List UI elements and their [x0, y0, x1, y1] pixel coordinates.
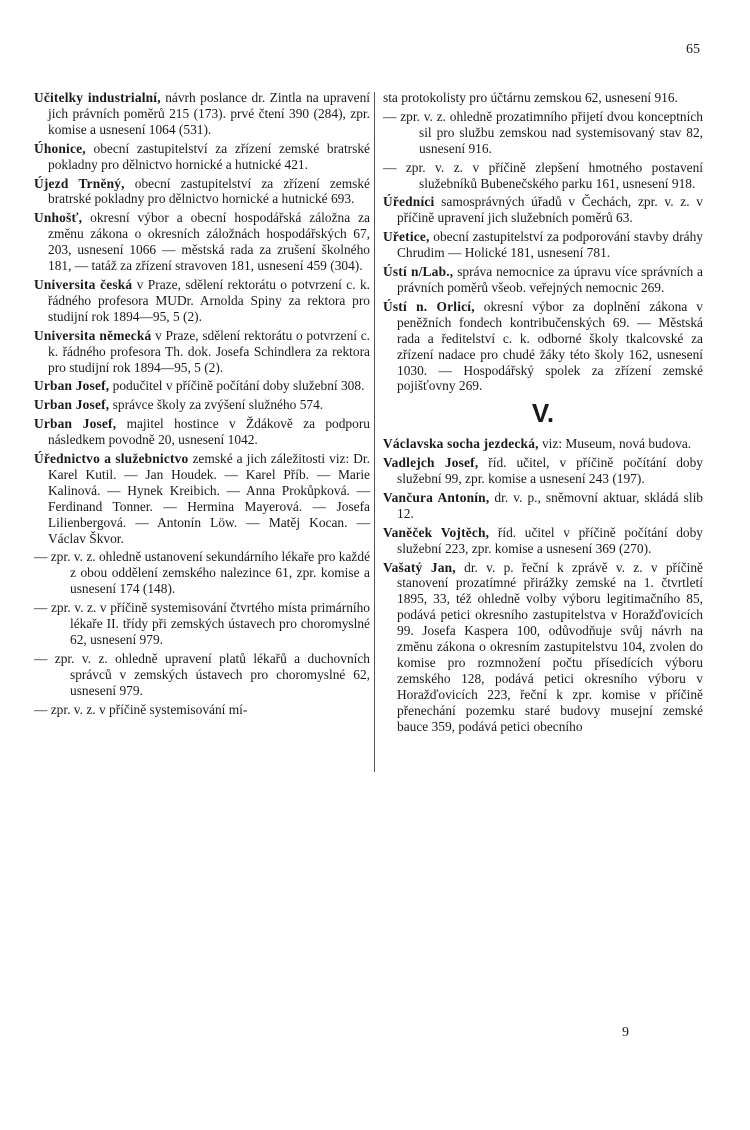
index-entry — [34, 378, 370, 394]
entry-body: — zpr. v. z. ohledně upravení platů lékařů a duchovních správců v zemských ústavech pro choromyslné 62, usnesení 979. — [34, 650, 370, 698]
index-entry — [34, 549, 370, 597]
entry-body: říd. učitel v příčině počítání doby služební 223, zpr. komise a usnesení 369 (270). — [397, 524, 704, 556]
index-entry — [34, 90, 370, 138]
entry-heading: Ústí n. Orlicí, — [383, 298, 475, 314]
entry-body: obecní zastupitelství za zřízení zemské bratrské pokladny pro dělnictvo hornické a hutnické 421. — [48, 140, 370, 172]
right-column — [383, 90, 703, 738]
entry-body: říd. učitel, v příčině počítání doby služební 99, zpr. komise a usnesení 243 (197). — [397, 455, 704, 487]
entry-heading: Urban Josef, — [34, 397, 110, 413]
entry-body: — zpr. v. z. v příčině systemisování mí- — [34, 701, 248, 717]
entry-body: majitel hostince v Ždákově za podporu následkem povodně 20, usnesení 1042. — [48, 416, 370, 448]
entry-heading: Vašatý Jan, — [383, 559, 456, 575]
right-column-top — [383, 90, 703, 394]
entry-heading: Uřetice, — [383, 229, 430, 245]
index-entry — [34, 600, 370, 648]
entry-body: správce školy za zvýšení služného 574. — [109, 397, 324, 413]
entry-heading: Urban Josef, — [34, 378, 110, 394]
index-entry — [34, 451, 370, 546]
entry-heading: Úhonice, — [34, 140, 86, 156]
entry-heading: Ústí n/Lab., — [383, 264, 454, 280]
index-entry — [34, 328, 370, 376]
index-entry — [383, 160, 703, 192]
entry-body: dr. v. p. řeční k zprávě v. z. v příčině stanovení prozatímné přirážky zemské na 1. čtvrtletí 1895, 33, též ohledně volby výboru legitimačního 85, podává petici okresního zastupitelstva v Horažďovicích 99. Josefa Kaspera 100, odůvodňuje svůj návrh na změnu zákona o okresním zastupitelstvu 104, zvolen do komise pro rozmnožení počtu přísedících výboru zemského 128, podává petici okresního výboru v Horažďovicích 223, řeční k zpr. komise v příčině přenechání pozemku staré budovy musejní zemské bauce 359, podává petici obecního — [397, 559, 703, 734]
entry-body: zemské a jich záležitosti viz: Dr. Karel Kutil. — Jan Houdek. — Karel Příb. — Marie Kalinová. — Hynek Kreibich. — Anna Prokůpková. — Ferdinand Tonner. — Hermina Mayerová. — Josefa Lilienbergová. — Antonín Löw. — Matěj Kocan. — Václav Škvor. — [48, 451, 370, 546]
index-entry — [383, 560, 703, 735]
entry-heading: Unhošť, — [34, 210, 83, 226]
index-entry — [34, 141, 370, 173]
entry-heading: Vadlejch Josef, — [383, 455, 479, 471]
entry-heading: Úředníci — [383, 194, 435, 210]
entry-body: dr. v. p., sněmovní aktuar, skládá slib 12. — [397, 489, 704, 521]
index-entry — [383, 299, 703, 394]
index-entry — [34, 651, 370, 699]
entry-heading: Václavska socha jezdecká, — [383, 436, 539, 452]
index-entry — [34, 176, 370, 208]
entry-body: obecní zastupitelství za podporování stavby dráhy Chrudim — Holické 181, usnesení 781. — [397, 229, 703, 261]
entry-body: v Praze, sdělení rektorátu o potvrzení c. k. řádného profesora MUDr. Arnolda Spiny za rektora pro studijní rok 1894—95, 5 (2). — [48, 276, 370, 324]
index-entry — [383, 490, 703, 522]
index-entry — [383, 525, 703, 557]
index-entry — [34, 416, 370, 448]
entry-body: obecní zastupitelství za zřízení zemské bratrské pokladny pro dělnictvo hornické a hutnické 693. — [48, 175, 370, 207]
index-entry — [383, 229, 703, 261]
entry-heading: Učitelky industrialní, — [34, 90, 161, 105]
entry-heading: Vaněček Vojtěch, — [383, 524, 490, 540]
right-column-bottom — [383, 436, 703, 734]
entry-body: — zpr. v. z. ohledně prozatimního přijetí dvou konceptních sil pro službu zemskou nad systemisovaný stav 82, usnesení 916. — [383, 108, 703, 156]
column-divider — [374, 92, 375, 772]
entry-heading: Úřednictvo a služebnictvo — [34, 451, 189, 467]
index-entry — [34, 702, 370, 718]
entry-body: — zpr. v. z. v příčině systemisování čtvrtého místa primárního lékaře II. třídy při zemských ústavech pro choromyslné 62, usnesení 979. — [34, 600, 370, 647]
index-entry — [34, 277, 370, 325]
entry-body: okresní výbor za doplnění zákona v peněžních fondech kontribučenských 69. — Městská rada a ředitelství c. k. odborné školy tkalcovské za zřízení nadace pro chudé žáky této školy 162, usnesení 1030. — Hospodářský spolek za zřízení zemské pojišťovny 269. — [397, 298, 703, 394]
entry-body: — zpr. v. z. ohledně ustanovení sekundárního lékaře pro každé z obou oddělení zemského nalezince 61, zpr. komise a usnesení 174 (148). — [34, 549, 371, 597]
entry-body: — zpr. v. z. v příčině zlepšení hmotného postavení služebníků Bubenečského parku 161, usnesení 918. — [383, 159, 703, 191]
index-entry — [383, 436, 703, 452]
entry-body: správa nemocnice za úpravu více správních a právních poměrů všeob. veřejných nemocnic 269. — [397, 264, 703, 295]
index-entry — [383, 109, 703, 157]
footer-number: 9 — [622, 1025, 629, 1040]
entry-heading: Újezd Trněný, — [34, 175, 125, 191]
entry-body: sta protokolisty pro účtárnu zemskou 62, usnesení 916. — [383, 90, 678, 105]
entry-body: okresní výbor a obecní hospodářská záložna za změnu zákona o okresních záložnách hospodářských 67, 203, usnesení 1066 — městská rada za zrušení školného 181, — tatáž za zřízení stravoven 181, usnesení 459 (304). — [48, 210, 370, 274]
entry-body: návrh poslance dr. Zintla na upravení jich právních poměrů 215 (173). prvé čtení 390 (284), zpr. komise a usnesení 1064 (531). — [48, 90, 370, 137]
entry-heading: Urban Josef, — [34, 416, 117, 432]
entry-body: v Praze, sdělení rektorátu o potvrzení c. k. řádného profesora Th. dok. Josefa Schindlera za rektora pro studijní rok 1894—95, 5 (2). — [48, 327, 371, 375]
entry-heading: Vančura Antonín, — [383, 489, 490, 505]
index-entry — [383, 90, 703, 106]
entry-body: samosprávných úřadů v Čechách, zpr. v. z. v příčině upravení jich služebních poměrů 63. — [397, 194, 703, 226]
entry-heading: Universita česká — [34, 276, 133, 292]
section-letter: V. — [531, 398, 555, 429]
entry-body: viz: Museum, nová budova. — [538, 436, 692, 452]
index-entry — [383, 194, 703, 226]
index-entry — [383, 455, 703, 487]
index-entry — [34, 210, 370, 274]
entry-heading: Universita německá — [34, 327, 152, 343]
index-entry — [383, 264, 703, 296]
left-column — [34, 90, 370, 721]
page-number: 65 — [686, 42, 700, 57]
entry-body: podučitel v příčině počítání doby služební 308. — [109, 378, 365, 394]
index-entry — [34, 397, 370, 413]
